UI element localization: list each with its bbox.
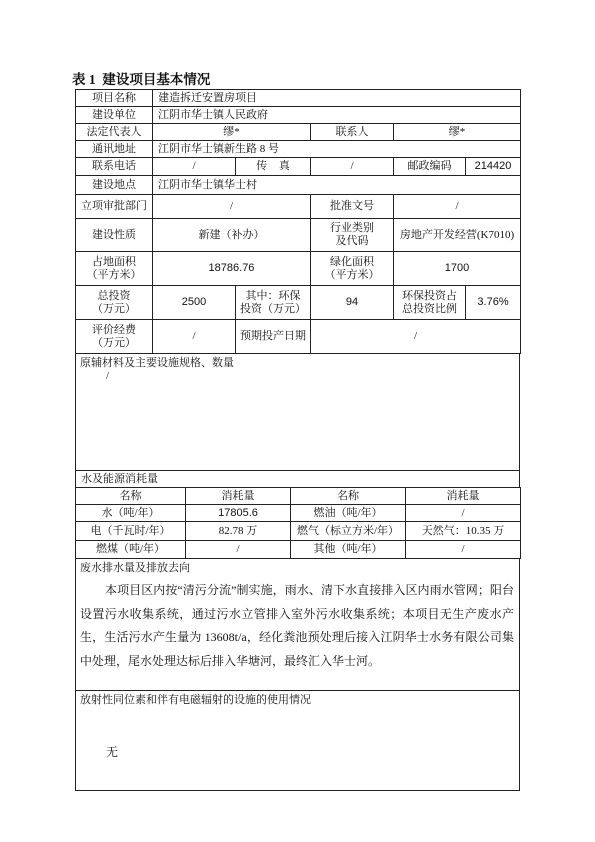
energy-item-other: 其他（吨/年） xyxy=(291,541,406,559)
label-production-date: 预期投产日期 xyxy=(236,320,311,354)
radiation-content: 无 xyxy=(106,745,119,759)
table-row xyxy=(76,541,521,559)
energy-value-gas: 天然气：10.35 万 xyxy=(406,522,521,541)
energy-value-electricity: 82.78 万 xyxy=(186,522,291,541)
energy-item-fuel-oil: 燃油（吨/年） xyxy=(291,505,406,522)
value-legal-rep: 缪* xyxy=(153,124,311,141)
energy-col-amount: 消耗量 xyxy=(186,488,291,505)
materials-section xyxy=(75,353,520,471)
wastewater-section xyxy=(75,558,520,691)
value-fax: / xyxy=(311,158,394,176)
table-row xyxy=(76,522,521,541)
value-approval-no: / xyxy=(394,195,521,219)
value-approval-dept: / xyxy=(153,195,311,219)
label-env-investment: 其中：环保 投资（万元） xyxy=(236,286,311,320)
label-project-name: 项目名称 xyxy=(76,90,153,107)
value-address: 江阴市华士镇新生路 8 号 xyxy=(153,141,521,158)
basic-info-table xyxy=(75,89,521,354)
energy-value-fuel-oil: / xyxy=(406,505,521,522)
label-total-investment: 总投资 （万元） xyxy=(76,286,153,320)
energy-item-water: 水（吨/年） xyxy=(76,505,186,522)
radiation-heading: 放射性同位素和伴有电磁辐射的设施的使用情况 xyxy=(80,694,311,706)
row-approval xyxy=(76,195,521,219)
label-contact: 联系人 xyxy=(311,124,394,141)
table-title: 表 1 建设项目基本情况 xyxy=(72,72,211,87)
value-builder: 江阴市华士镇人民政府 xyxy=(153,107,521,124)
row-legal-rep xyxy=(76,124,521,141)
value-env-ratio: 3.76% xyxy=(466,286,521,320)
value-contact: 缪* xyxy=(394,124,521,141)
value-phone: / xyxy=(153,158,236,176)
label-phone: 联系电话 xyxy=(76,158,153,176)
energy-item-coal: 燃煤（吨/年） xyxy=(76,541,186,559)
materials-heading: 原辅材料及主要设施规格、数量 xyxy=(80,357,234,369)
value-industry: 房地产开发经营(K7010) xyxy=(394,219,521,252)
value-nature: 新建（补办） xyxy=(153,219,311,252)
label-legal-rep: 法定代表人 xyxy=(76,124,153,141)
radiation-section xyxy=(75,690,520,791)
label-builder: 建设单位 xyxy=(76,107,153,124)
label-postcode: 邮政编码 xyxy=(394,158,466,176)
value-production-date: / xyxy=(311,320,521,354)
energy-heading-row xyxy=(75,470,520,488)
value-eval-fee: / xyxy=(153,320,236,354)
label-industry: 行业类别 及代码 xyxy=(311,219,394,252)
value-green-area: 1700 xyxy=(394,252,521,286)
label-approval-no: 批准文号 xyxy=(311,195,394,219)
row-site xyxy=(76,176,521,195)
energy-item-electricity: 电（千瓦时/年） xyxy=(76,522,186,541)
materials-content: / xyxy=(106,370,110,382)
value-env-investment: 94 xyxy=(311,286,394,320)
row-project-name xyxy=(76,90,521,107)
row-address xyxy=(76,141,521,158)
energy-heading: 水及能源消耗量 xyxy=(76,471,520,488)
value-postcode: 214420 xyxy=(466,158,521,176)
value-site: 江阴市华士镇华士村 xyxy=(153,176,521,195)
energy-table xyxy=(75,487,521,559)
energy-header-row xyxy=(76,488,521,505)
wastewater-paragraph: 本项目区内按“清污分流”制实施，雨水、清下水直接排入区内雨水管网；阳台设置污水收集系统，通过污水立管排入室外污水收集系统；本项目无生产废水产生，生活污水产生量为 13608t/a，经化粪池预处理后接入江阴华士水务有限公司集中处理，尾水处理达标后排入华塘河，最终汇入华士河。 xyxy=(80,583,514,668)
row-area xyxy=(76,252,521,286)
label-green-area: 绿化面积 （平方米） xyxy=(311,252,394,286)
row-eval-fee xyxy=(76,320,521,354)
label-nature: 建设性质 xyxy=(76,219,153,252)
energy-value-water: 17805.6 xyxy=(186,505,291,522)
row-phone xyxy=(76,158,521,176)
label-site: 建设地点 xyxy=(76,176,153,195)
project-basic-info-form xyxy=(75,89,520,791)
value-total-investment: 2500 xyxy=(153,286,236,320)
row-investment xyxy=(76,286,521,320)
label-env-ratio: 环保投资占 总投资比例 xyxy=(394,286,466,320)
energy-col-name: 名称 xyxy=(76,488,186,505)
label-land-area: 占地面积 （平方米） xyxy=(76,252,153,286)
label-approval-dept: 立项审批部门 xyxy=(76,195,153,219)
value-land-area: 18786.76 xyxy=(153,252,311,286)
label-fax: 传 真 xyxy=(236,158,311,176)
energy-col-name: 名称 xyxy=(291,488,406,505)
row-builder xyxy=(76,107,521,124)
energy-value-coal: / xyxy=(186,541,291,559)
energy-value-other: / xyxy=(406,541,521,559)
value-project-name: 建造拆迁安置房项目 xyxy=(153,90,521,107)
row-nature xyxy=(76,219,521,252)
energy-col-amount: 消耗量 xyxy=(406,488,521,505)
energy-item-gas: 燃气（标立方米/年） xyxy=(291,522,406,541)
label-address: 通讯地址 xyxy=(76,141,153,158)
label-eval-fee: 评价经费 （万元） xyxy=(76,320,153,354)
table-row xyxy=(76,505,521,522)
wastewater-heading: 废水排水量及排放去向 xyxy=(80,562,190,574)
